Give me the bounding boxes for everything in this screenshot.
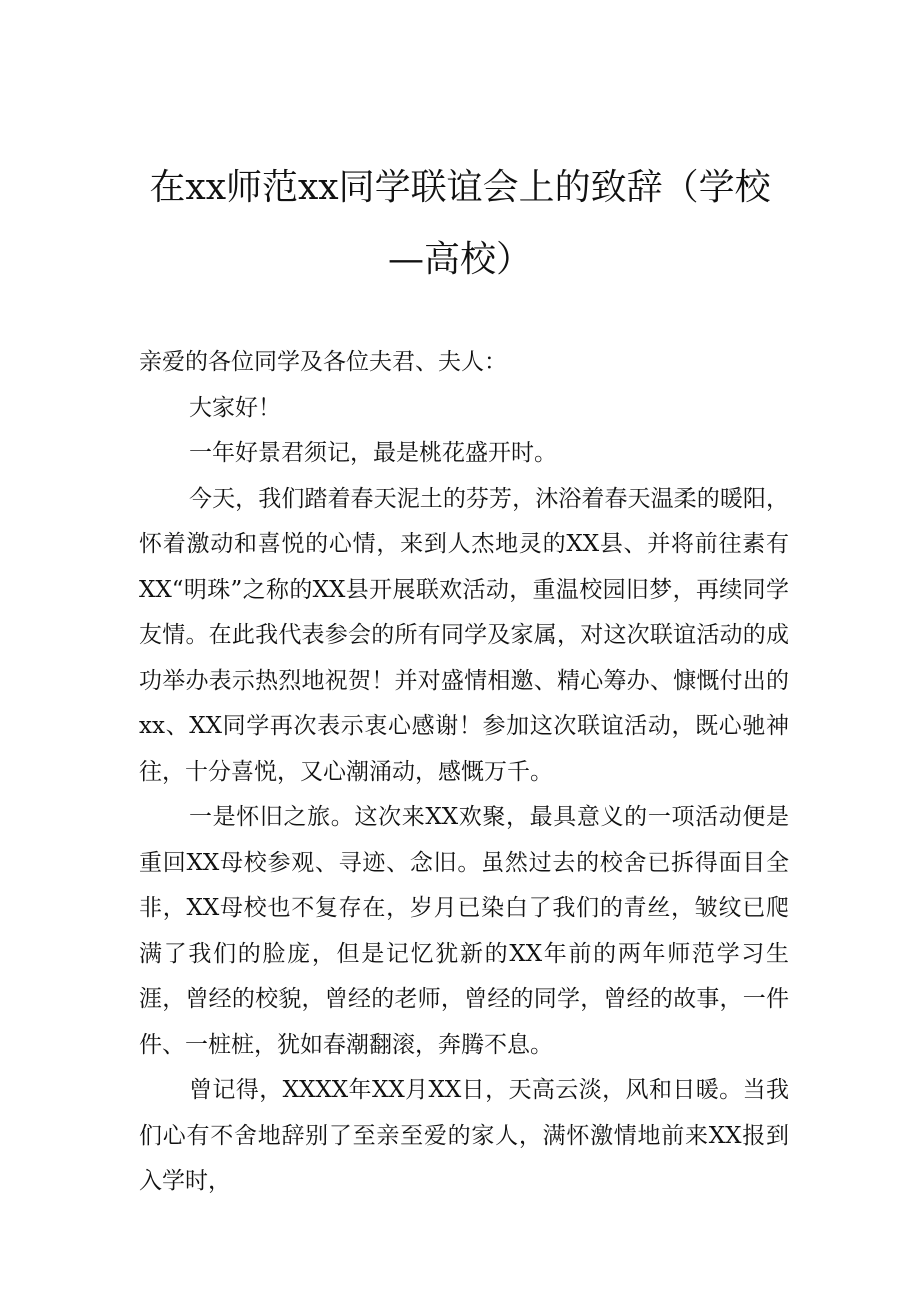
paragraph-memory: 曾记得，XXXX年XX月XX日，天高云淡，风和日暖。当我们心有不舍地辞别了至亲至爱的家人，满怀激情地前来XX报到入学时， bbox=[139, 1077, 789, 1194]
paragraph-greeting: 大家好！ bbox=[189, 394, 281, 421]
document-title-line-2: —高校） bbox=[387, 239, 532, 280]
paragraph-nostalgia: 一是怀旧之旅。这次来XX欢聚，最具意义的一项活动便是重回XX母校参观、寻迹、念旧。虽然过去的校舍已拆得面目全非，XX母校也不复存在，岁月已染白了我们的青丝，皱纹已爬满了我们的脸庞，但是记忆犹新的XX年前的两年师范学习生涯，曾经的校貌，曾经的老师，曾经的同学，曾经的故事，一件件、一桩桩，犹如春潮翻滚，奔腾不息。 bbox=[139, 804, 789, 1058]
paragraph-today: 今天，我们踏着春天泥土的芬芳，沐浴着春天温柔的暖阳，怀着激动和喜悦的心情，来到人杰地灵的XX县、并将前往素有XX“明珠”之称的XX县开展联欢活动，重温校园旧梦，再续同学友情。在此我代表参会的所有同学及家属，对这次联谊活动的成功举办表示热烈地祝贺！并对盛情相邀、精心筹办、慷慨付出的xx、XX同学再次表示衷心感谢！参加这次联谊活动，既心驰神往，十分喜悦，又心潮涌动，感慨万千。 bbox=[139, 485, 789, 785]
document-body bbox=[139, 340, 789, 1205]
paragraph-verse: 一年好景君须记，最是桃花盛开时。 bbox=[189, 440, 557, 466]
document-title-line-1: 在xx师范xx同学联谊会上的致辞（学校 bbox=[149, 167, 771, 208]
salutation: 亲爱的各位同学及各位夫君、夫人： bbox=[139, 349, 507, 375]
